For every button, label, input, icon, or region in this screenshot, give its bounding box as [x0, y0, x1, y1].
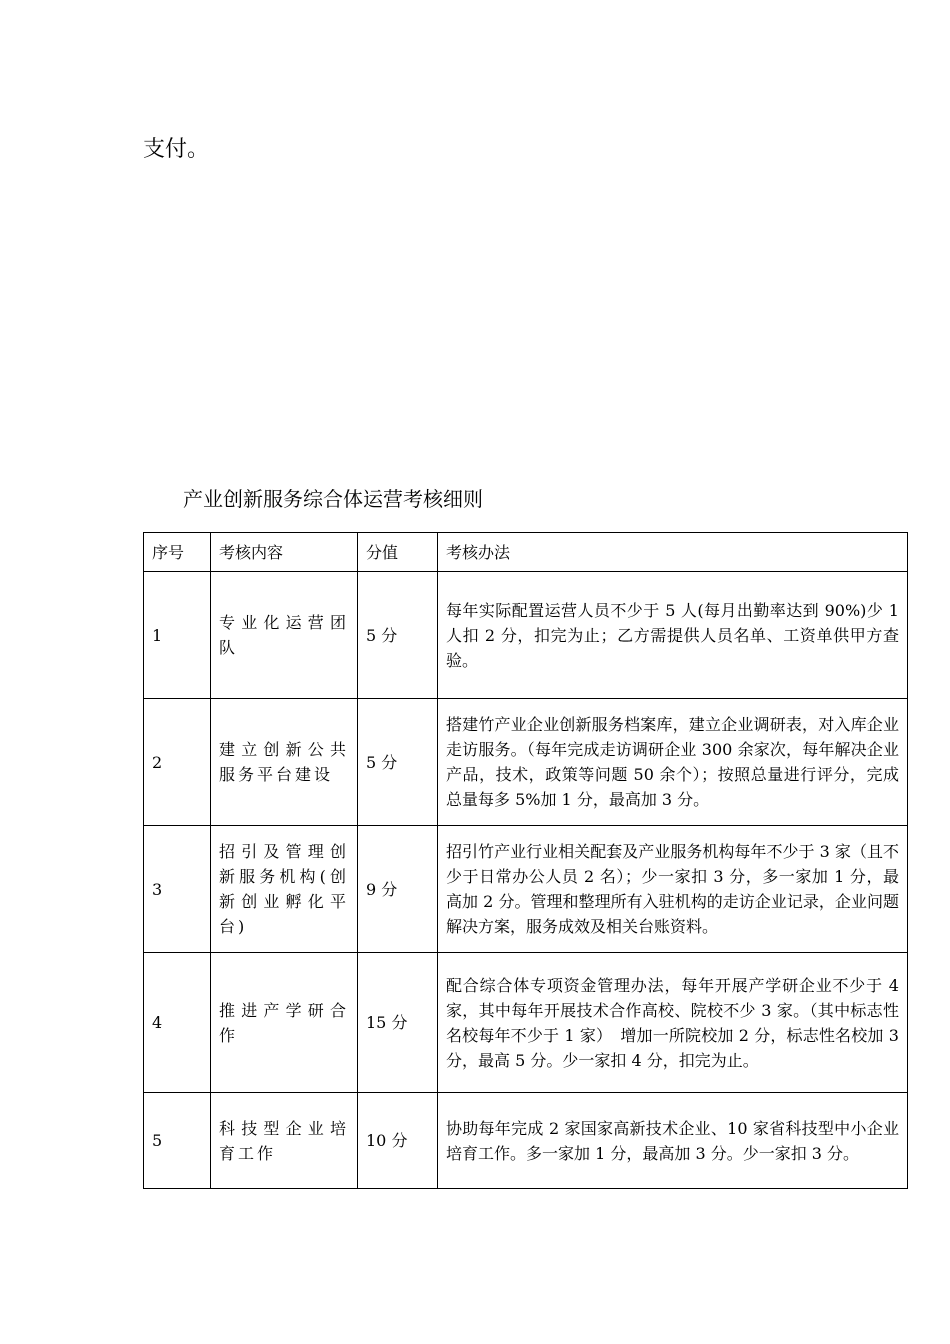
document-title: 产业创新服务综合体运营考核细则	[183, 487, 483, 511]
row-score: 9 分	[358, 826, 438, 953]
row-score: 5 分	[358, 572, 438, 699]
assessment-table	[143, 532, 908, 1189]
row-content: 建立创新公共服务平台建设	[211, 699, 358, 826]
row-number: 2	[144, 699, 211, 826]
table-row	[144, 572, 908, 699]
row-method: 协助每年完成 2 家国家高新技术企业、10 家省科技型中小企业培育工作。多一家加 1 分，最高加 3 分。少一家扣 3 分。	[438, 1093, 908, 1189]
row-content: 招引及管理创新服务机构(创新创业孵化平台)	[211, 826, 358, 953]
table-row	[144, 953, 908, 1093]
row-number: 1	[144, 572, 211, 699]
row-method: 搭建竹产业企业创新服务档案库，建立企业调研表，对入库企业走访服务。（每年完成走访调研企业 300 余家次，每年解决企业产品，技术，政策等问题 50 余个）；按照总量进行评分，完成总量每多 5%加 1 分，最高加 3 分。	[438, 699, 908, 826]
row-method: 每年实际配置运营人员不少于 5 人(每月出勤率达到 90%)少 1 人扣 2 分，扣完为止；乙方需提供人员名单、工资单供甲方查验。	[438, 572, 908, 699]
row-content: 科技型企业培育工作	[211, 1093, 358, 1189]
row-number: 5	[144, 1093, 211, 1189]
row-score: 15 分	[358, 953, 438, 1093]
row-method: 招引竹产业行业相关配套及产业服务机构每年不少于 3 家（且不少于日常办公人员 2 名）；少一家扣 3 分，多一家加 1 分，最高加 2 分。管理和整理所有入驻机构的走访企业记录，企业问题解决方案，服务成效及相关台账资料。	[438, 826, 908, 953]
row-number: 4	[144, 953, 211, 1093]
row-number: 3	[144, 826, 211, 953]
row-content: 专业化运营团队	[211, 572, 358, 699]
table-row	[144, 826, 908, 953]
row-content: 推进产学研合作	[211, 953, 358, 1093]
table-header-row	[144, 533, 908, 572]
header-content: 考核内容	[211, 533, 358, 572]
header-method: 考核办法	[438, 533, 908, 572]
header-score: 分值	[358, 533, 438, 572]
row-method: 配合综合体专项资金管理办法，每年开展产学研企业不少于 4 家，其中每年开展技术合作高校、院校不少 3 家。（其中标志性名校每年不少于 1 家） 增加一所院校加 2 分，标志性名校加 3 分，最高 5 分。少一家扣 4 分，扣完为止。	[438, 953, 908, 1093]
previous-page-text: 支付。	[143, 137, 210, 162]
table-row	[144, 1093, 908, 1189]
row-score: 5 分	[358, 699, 438, 826]
table-row	[144, 699, 908, 826]
row-score: 10 分	[358, 1093, 438, 1189]
header-number: 序号	[144, 533, 211, 572]
